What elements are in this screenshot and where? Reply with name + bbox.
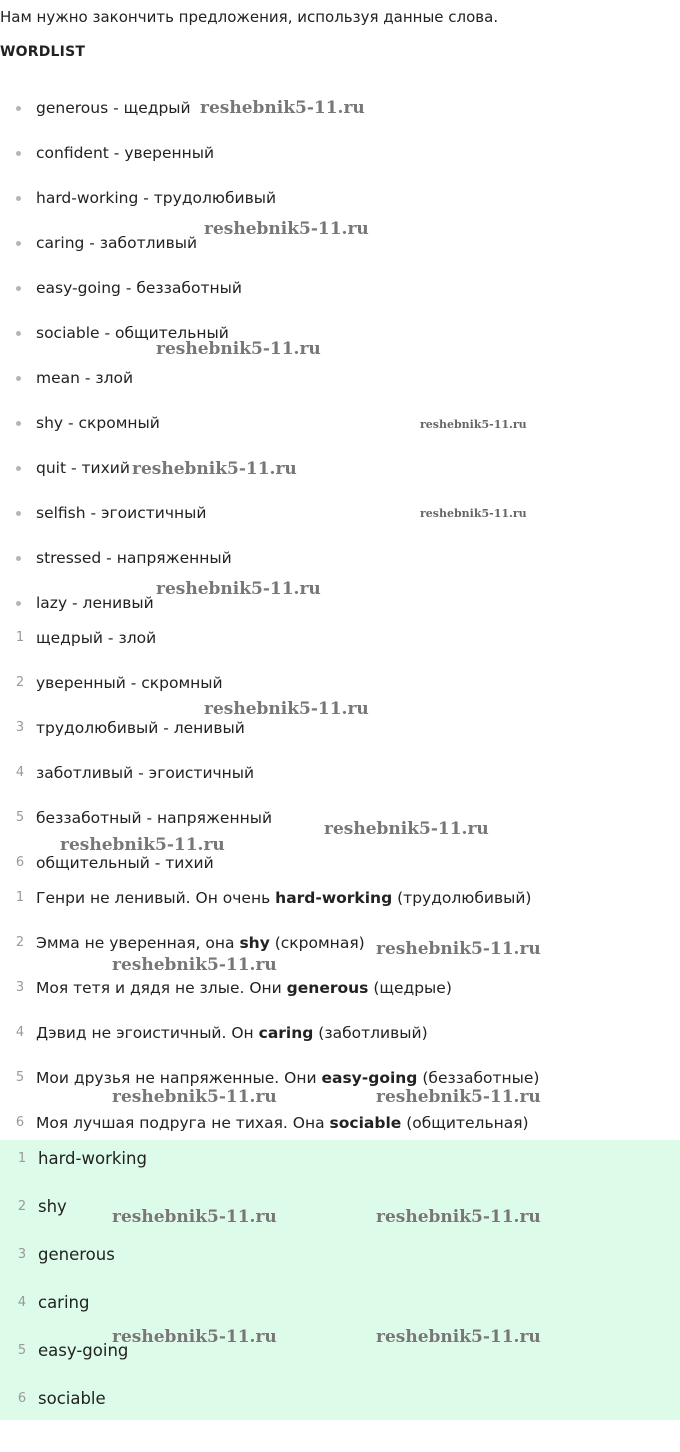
watermark: reshebnik5-11.ru bbox=[200, 98, 365, 118]
sentence-keyword: caring bbox=[258, 1024, 314, 1042]
answer-text: sociable bbox=[38, 1389, 106, 1408]
sentence-end: (беззаботные) bbox=[417, 1069, 540, 1087]
answers-panel bbox=[0, 1140, 680, 1420]
bullet-icon bbox=[16, 511, 21, 516]
sentence-keyword: easy-going bbox=[321, 1069, 418, 1087]
watermark: reshebnik5-11.ru bbox=[156, 579, 321, 599]
list-item bbox=[0, 94, 680, 139]
pair-text: трудолюбивый - ленивый bbox=[36, 719, 245, 737]
watermark: reshebnik5-11.ru bbox=[204, 699, 369, 719]
wordlist-entry: mean - злой bbox=[36, 369, 134, 387]
item-number: 5 bbox=[15, 1070, 25, 1085]
wordlist-entry: hard-working - трудолюбивый bbox=[36, 189, 277, 207]
bullet-icon bbox=[16, 331, 21, 336]
sentence-end: (трудолюбивый) bbox=[392, 889, 532, 907]
answer-text: hard-working bbox=[38, 1149, 147, 1168]
bullet-icon bbox=[16, 106, 21, 111]
sentence-start: Мои друзья не напряженные. Они bbox=[36, 1069, 322, 1087]
list-item bbox=[0, 759, 680, 804]
pair-text: беззаботный - напряженный bbox=[36, 809, 273, 827]
watermark: reshebnik5-11.ru bbox=[112, 1207, 277, 1227]
item-number: 3 bbox=[15, 980, 25, 995]
list-item bbox=[0, 184, 680, 229]
sentence-start: Эмма не уверенная, она bbox=[36, 934, 240, 952]
list-item bbox=[0, 1193, 680, 1241]
watermark: reshebnik5-11.ru bbox=[204, 219, 369, 239]
wordlist-entry: sociable - общительный bbox=[36, 324, 229, 342]
list-item bbox=[0, 319, 680, 364]
wordlist-entry: easy-going - беззаботный bbox=[36, 279, 242, 297]
watermark: reshebnik5-11.ru bbox=[60, 835, 225, 855]
item-number: 6 bbox=[15, 1115, 25, 1130]
pair-text: общительный - тихий bbox=[36, 854, 214, 872]
wordlist-entry: stressed - напряженный bbox=[36, 549, 232, 567]
list-item bbox=[0, 1064, 680, 1109]
list-item bbox=[0, 929, 680, 974]
watermark: reshebnik5-11.ru bbox=[132, 459, 297, 479]
list-item bbox=[0, 274, 680, 319]
list-item bbox=[0, 974, 680, 1019]
watermark: reshebnik5-11.ru bbox=[376, 1327, 541, 1347]
answer-text: shy bbox=[38, 1197, 67, 1216]
list-item bbox=[0, 139, 680, 184]
answer-text: caring bbox=[38, 1293, 90, 1312]
bullet-icon bbox=[16, 556, 21, 561]
wordlist-entry: generous - щедрый bbox=[36, 99, 191, 117]
sentence-end: (скромная) bbox=[269, 934, 365, 952]
list-item bbox=[0, 229, 680, 274]
item-number: 6 bbox=[17, 1391, 27, 1406]
list-item bbox=[0, 544, 680, 589]
opposites-list bbox=[0, 624, 680, 894]
watermark: reshebnik5-11.ru bbox=[376, 1087, 541, 1107]
item-number: 3 bbox=[17, 1247, 27, 1262]
wordlist-heading: WORDLIST bbox=[0, 44, 86, 60]
sentence-end: (щедрые) bbox=[368, 979, 452, 997]
list-item bbox=[0, 669, 680, 714]
item-number: 1 bbox=[17, 1151, 27, 1166]
watermark: reshebnik5-11.ru bbox=[156, 339, 321, 359]
pair-text: щедрый - злой bbox=[36, 629, 157, 647]
item-number: 6 bbox=[15, 855, 25, 870]
wordlist-entry: quit - тихий bbox=[36, 459, 130, 477]
item-number: 2 bbox=[15, 675, 25, 690]
bullet-icon bbox=[16, 466, 21, 471]
watermark: reshebnik5-11.ru bbox=[376, 1207, 541, 1227]
wordlist-entry: confident - уверенный bbox=[36, 144, 215, 162]
sentence-keyword: generous bbox=[286, 979, 369, 997]
list-item bbox=[0, 1385, 680, 1433]
item-number: 5 bbox=[17, 1343, 27, 1358]
list-item bbox=[0, 499, 680, 544]
answer-text: easy-going bbox=[38, 1341, 129, 1360]
pair-text: уверенный - скромный bbox=[36, 674, 223, 692]
item-number: 4 bbox=[17, 1295, 27, 1310]
wordlist-entry: caring - заботливый bbox=[36, 234, 198, 252]
sentence-keyword: sociable bbox=[329, 1114, 402, 1132]
watermark: reshebnik5-11.ru bbox=[112, 955, 277, 975]
list-item bbox=[0, 364, 680, 409]
list-item bbox=[0, 454, 680, 499]
wordlist-entry: selfish - эгоистичный bbox=[36, 504, 207, 522]
answers-list bbox=[0, 1145, 680, 1433]
bullet-icon bbox=[16, 151, 21, 156]
bullet-icon bbox=[16, 601, 21, 606]
list-item bbox=[0, 714, 680, 759]
sentences-list bbox=[0, 884, 680, 1154]
list-item bbox=[0, 1145, 680, 1193]
list-item bbox=[0, 1289, 680, 1337]
list-item bbox=[0, 1019, 680, 1064]
bullet-icon bbox=[16, 376, 21, 381]
watermark: reshebnik5-11.ru bbox=[420, 507, 527, 520]
item-number: 4 bbox=[15, 765, 25, 780]
sentence-start: Моя тетя и дядя не злые. Они bbox=[36, 979, 287, 997]
bullet-icon bbox=[16, 421, 21, 426]
item-number: 2 bbox=[15, 935, 25, 950]
watermark: reshebnik5-11.ru bbox=[376, 939, 541, 959]
list-item bbox=[0, 1241, 680, 1289]
sentence-end: (заботливый) bbox=[313, 1024, 428, 1042]
item-number: 3 bbox=[15, 720, 25, 735]
sentence-start: Моя лучшая подруга не тихая. Она bbox=[36, 1114, 330, 1132]
intro-text: Нам нужно закончить предложения, используя данные слова. bbox=[0, 8, 499, 26]
watermark: reshebnik5-11.ru bbox=[112, 1087, 277, 1107]
item-number: 4 bbox=[15, 1025, 25, 1040]
item-number: 1 bbox=[15, 630, 25, 645]
watermark: reshebnik5-11.ru bbox=[420, 418, 527, 431]
wordlist-entry: lazy - ленивый bbox=[36, 594, 154, 612]
bullet-icon bbox=[16, 196, 21, 201]
sentence-keyword: hard-working bbox=[275, 889, 393, 907]
wordlist-entry: shy - скромный bbox=[36, 414, 160, 432]
list-item bbox=[0, 884, 680, 929]
sentence-start: Дэвид не эгоистичный. Он bbox=[36, 1024, 259, 1042]
item-number: 2 bbox=[17, 1199, 27, 1214]
sentence-end: (общительная) bbox=[401, 1114, 529, 1132]
pair-text: заботливый - эгоистичный bbox=[36, 764, 255, 782]
watermark: reshebnik5-11.ru bbox=[112, 1327, 277, 1347]
answer-text: generous bbox=[38, 1245, 115, 1264]
list-item bbox=[0, 409, 680, 454]
item-number: 1 bbox=[15, 890, 25, 905]
sentence-keyword: shy bbox=[239, 934, 270, 952]
wordlist bbox=[0, 94, 680, 634]
list-item bbox=[0, 804, 680, 849]
bullet-icon bbox=[16, 241, 21, 246]
item-number: 5 bbox=[15, 810, 25, 825]
list-item bbox=[0, 1337, 680, 1385]
list-item bbox=[0, 624, 680, 669]
watermark: reshebnik5-11.ru bbox=[324, 819, 489, 839]
sentence-start: Генри не ленивый. Он очень bbox=[36, 889, 276, 907]
bullet-icon bbox=[16, 286, 21, 291]
